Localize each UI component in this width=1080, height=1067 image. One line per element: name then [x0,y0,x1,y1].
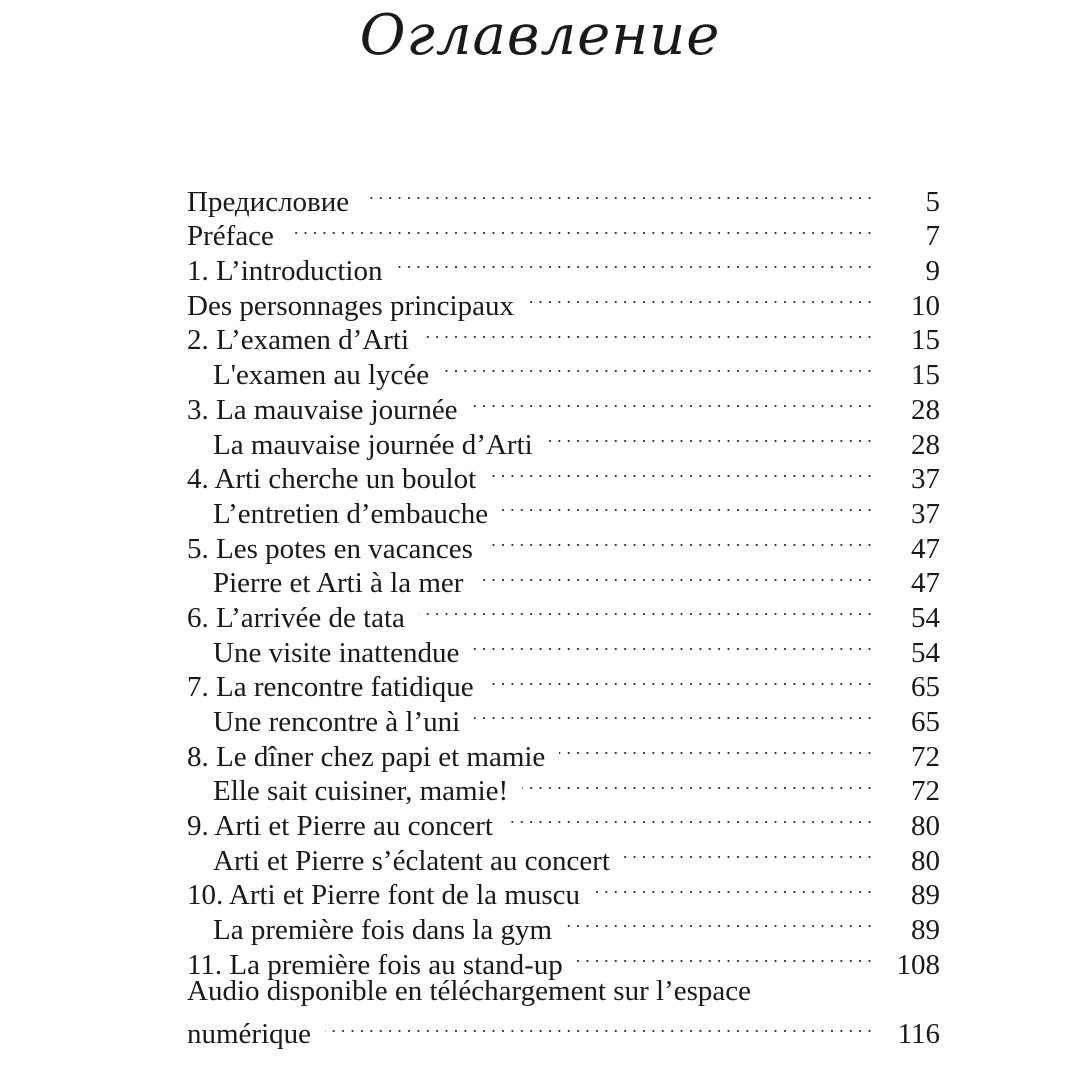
dot-leader [522,766,872,801]
dot-leader [325,1009,872,1044]
toc-entry[interactable] [187,245,940,288]
toc-entry-page: 5 [925,185,940,218]
toc-entry-page: 54 [911,601,940,634]
dot-leader [472,384,872,419]
dot-leader [488,662,872,697]
toc-entry-page: 15 [911,359,940,392]
toc-entry-page: 37 [911,497,940,530]
toc-entry-label: 11. La première fois au stand-up [187,948,563,981]
dot-leader [624,835,872,870]
dot-leader [423,315,872,350]
toc-entry-label: L’entretien d’embauche [213,497,489,530]
toc-entry-label: 8. Le dîner chez papi et mamie [187,740,546,773]
toc-entry-label: Préface [187,220,274,253]
toc-entry-label: La première fois dans la gym [213,914,553,947]
dot-leader [594,870,872,905]
dot-leader [363,176,872,211]
dot-leader [473,627,872,662]
toc-entry-label: Предисловие [187,185,350,218]
table-of-contents [187,176,940,1051]
dot-leader [490,454,872,489]
dot-leader [577,939,872,974]
toc-entry-label: Des personnages principaux [187,289,514,322]
toc-entry-label: Pierre et Arti à la mer [213,567,464,600]
toc-entry-label: 3. La mauvaise journée [187,393,458,426]
toc-entry-label: 10. Arti et Pierre font de la muscu [187,879,581,912]
toc-entry-page: 65 [911,706,940,738]
toc-entry-label: Elle sait cuisiner, mamie! [213,775,509,808]
toc-entry-label: L'examen au lycée [213,359,430,392]
toc-entry-page: 9 [925,255,940,288]
toc-entry-page: 89 [911,879,940,912]
dot-leader [477,558,872,593]
dot-leader [443,349,872,384]
toc-entry-label: 4. Arti cherche un boulot [187,463,477,496]
dot-leader [528,280,872,315]
toc-entry-page: 37 [911,463,940,496]
toc-entry-page: 80 [911,844,940,877]
toc-entry-page: 10 [911,289,940,322]
toc-entry-page: 28 [911,393,940,426]
dot-leader [396,245,872,280]
toc-entry[interactable] [187,176,940,218]
toc-entry-line[interactable] [187,974,940,1009]
dot-leader [487,523,872,558]
dot-leader [502,488,872,523]
toc-entry-page: 47 [911,532,940,565]
dot-leader [419,592,872,627]
toc-entry-label: La mauvaise journée d’Arti [213,428,533,461]
dot-leader [566,904,872,939]
toc-entry[interactable] [187,1009,940,1051]
toc-entry-page: 65 [911,671,940,704]
toc-entry-label: 1. L’introduction [187,255,383,288]
toc-entry-label: Une visite inattendue [213,636,460,669]
toc-entry-label: 5. Les potes en vacances [187,532,473,565]
toc-entry-page: 15 [911,324,940,357]
toc-entry[interactable] [187,211,940,253]
toc-entry-page: 108 [896,948,940,981]
toc-entry-page: 72 [911,775,940,808]
toc-entry-label: Arti et Pierre s’éclatent au concert [213,844,610,877]
toc-entry-label: Une rencontre à l’uni [213,706,461,738]
dot-leader [474,696,872,731]
dot-leader [547,419,872,454]
toc-entry-page: 89 [911,914,940,947]
dot-leader [559,731,872,766]
toc-entry-label: numérique [187,1018,312,1051]
toc-entry-page: 72 [911,740,940,773]
toc-entry-page: 54 [911,636,940,669]
toc-entry-page: 7 [925,220,940,253]
toc-entry-label: 9. Arti et Pierre au concert [187,810,493,843]
toc-entry-label: 7. La rencontre fatidique [187,671,474,704]
toc-entry-page: 80 [911,810,940,843]
toc-entry-page: 28 [911,428,940,461]
toc-entry-page: 116 [897,1018,940,1051]
toc-entry-label: 2. L’examen d’Arti [187,324,410,357]
page-title: Оглавление [359,3,721,68]
dot-leader [288,211,872,246]
dot-leader [507,800,872,835]
toc-entry-page: 47 [911,567,940,600]
toc-entry-label: 6. L’arrivée de tata [187,601,405,634]
toc-entry-label: Audio disponible en téléchargement sur l’espace [187,974,751,1007]
